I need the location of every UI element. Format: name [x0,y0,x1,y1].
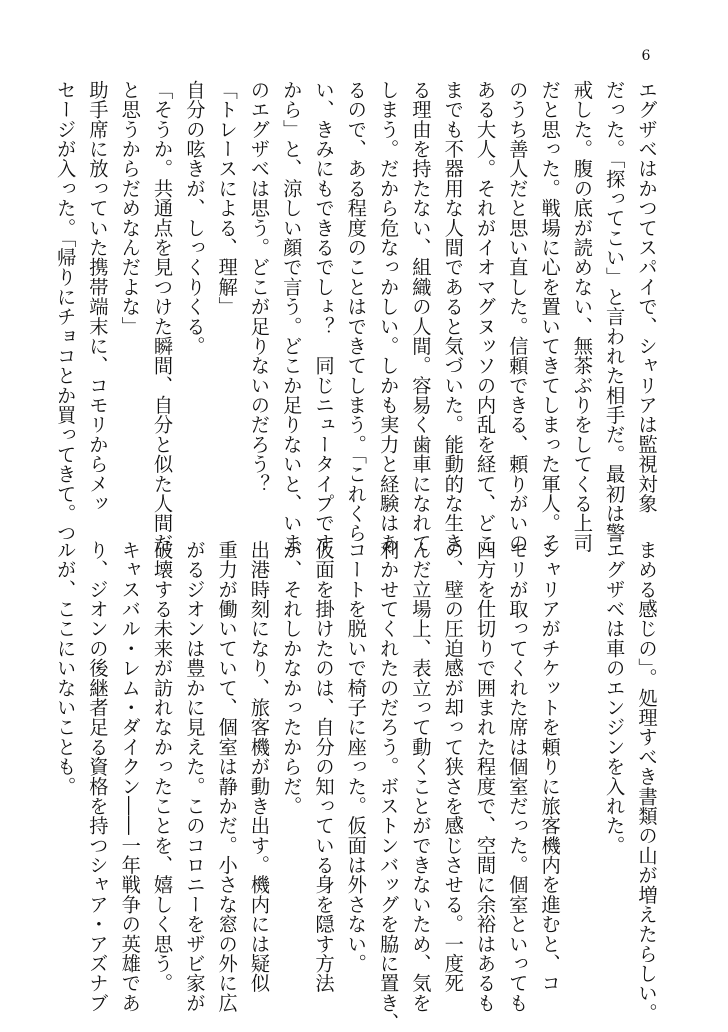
text-line: シャリアがチケットを頼りに旅客機内を進むと、コ [538,540,562,993]
text-line: んだ立場上、表立って動くことができないため、気を [408,540,432,1013]
text-line: だと思った。戦場に心を置いてきてしまった軍人。そ [538,80,562,553]
text-line: 「そうか。共通点を見つけた瞬間、自分と似た人間だ [150,80,174,553]
text-line: 「トレースによる、理解」 [215,80,239,317]
text-line: 利かせてくれたのだろう。ボストンバッグを脇に置き、 [376,540,400,1032]
text-line: が、それしかなかったからだ。 [279,540,303,816]
blank-line [565,540,597,960]
text-line: 助手席に放っていた携帯端末に、コモリからメッ [85,80,109,514]
text-line: までも不器用な人間であると気づいた。能動的な生き [441,80,465,553]
text-line: エグザベはかつてスパイで、シャリアは監視対象 [635,80,658,514]
text-line: 重力が働いていて、個室は静かだ。小さな窓の外に広 [215,540,239,1013]
text-line: しまう。だから危なっかしい。しかも実力と経験はあ [376,80,400,553]
text-block-top [53,80,662,553]
text-line: がるジオンは豊かに見えた。このコロニーをザビ家が [182,540,206,1013]
text-line: 四方を仕切りで囲まれた程度で、空間に余裕はあるも [473,540,497,1013]
text-line: 出港時刻になり、旅客機が動き出す。機内には疑似 [247,540,271,993]
text-line: コートを脱いで椅子に座った。仮面は外さない。 [344,540,368,974]
text-line: る理由を持たない、組織の人間。容易く歯車になれて [408,80,432,553]
text-line: モリが取ってくれた席は個室だった。個室といっても [505,540,529,1013]
text-line: のエグザベは思う。どこが足りないのだろう？ [247,80,271,494]
text-line: 破壊する未来が訪れなかったことを、嬉しく思う。 [150,540,174,993]
text-line: るので、ある程度のことはできてしまう。「これくら [344,80,368,543]
text-line: の、壁の圧迫感が却って狭さを感じさせる。一度死 [441,540,465,993]
text-line: と思うからだめなんだよな」 [118,80,142,336]
text-line: のうち善人だと思い直した。信頼できる、頼りがいの [505,80,529,553]
text-line: キャスバル・レム・ダイクン――一年戦争の英雄であ [118,540,142,1013]
text-line: から」と、涼しい顔で言う。どこか足りないと、いま [279,80,303,553]
text-line: り、ジオンの後継者足る資格を持つシャア・アズナブ [85,540,109,1013]
page-number: 6 [641,48,651,64]
text-line: 仮面を掛けたのは、自分の知っている身を隠す方法 [312,540,336,993]
text-line: セージが入った。「帰りにチョコとか買ってきて。つ [53,80,77,543]
text-line: エグザベは車のエンジンを入れた。 [602,540,626,856]
text-line: だった。「探ってこい」と言われた相手だ。最初は警 [602,80,626,543]
text-line: 自分の呟きが、しっくりくる。 [182,80,206,356]
text-block-bottom [53,540,662,1032]
text-line: い、きみにもできるでしょ？ 同じニュータイプです [312,80,336,553]
text-line: ある大人。それがイオマグヌッソの内乱を経て、どこ [473,80,497,553]
text-line: ルが、ここにいないことも。 [53,540,77,796]
text-line: まめる感じの」。処理すべき書類の山が増えたらしい。 [635,540,658,1023]
text-line: 戒した。腹の底が読めない、無茶ぶりをしてくる上司 [570,80,594,553]
